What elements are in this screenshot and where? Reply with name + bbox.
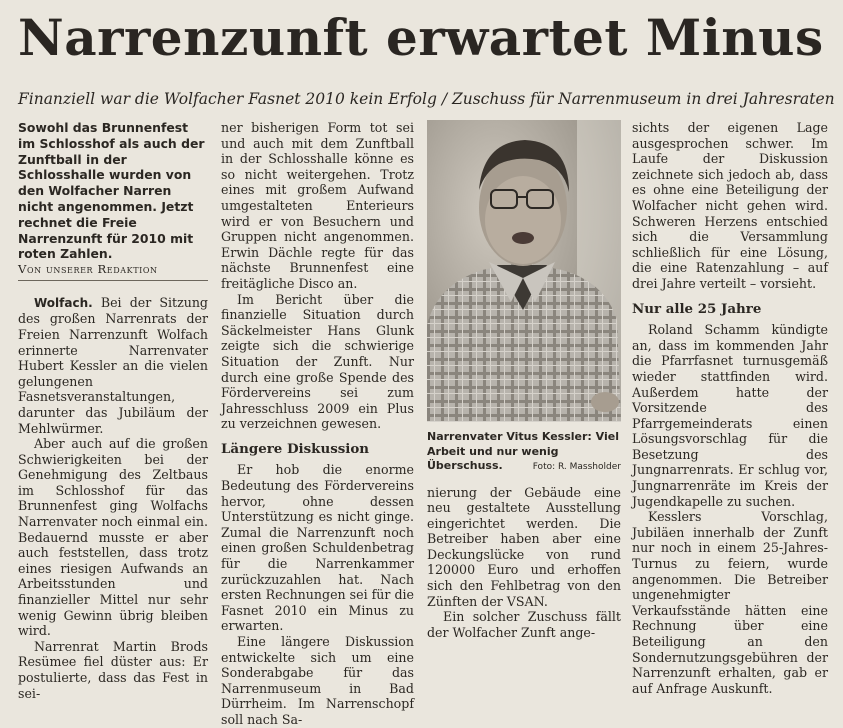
photo-caption [427, 430, 621, 475]
headline: Narrenzunft erwartet Minus [18, 8, 824, 67]
body-paragraph: sichts der eigenen Lage ausgesprochen schwer. Im Laufe der Diskussion zeichnete sich jedoch ab, dass es ohne eine Beteiligung der Wolfacher nicht gehen wird. Schweren Herzens entschied sich die Versammlung schließlich für eine Lösung, die eine Ratenzahlung – auf drei Jahre verteilt – vorsieht. [632, 120, 828, 291]
body-paragraph: Kesslers Vorschlag, Jubiläen innerhalb der Zunft nur noch in einem 25-Jahres-Turnus zu feiern, wurde angenommen. Die Betreiber ungenehmigter Verkaufsstände hätten eine Rechnung über eine Beteiligung an den Sondernutzungsgebühren der Narrenzunft erhalten, gab er auf Anfrage Auskunft. [632, 509, 828, 696]
article-column-4 [632, 120, 828, 696]
article-column-2 [221, 120, 414, 728]
article-column-1 [18, 120, 208, 701]
body-paragraph: nierung der Gebäude eine neu gestaltete Ausstellung eingerichtet werden. Die Betreiber haben aber eine Deckungslücke von rund 120000 Euro und erhoffen sich den Fehlbetrag von den Zünften der VSAN. [427, 484, 621, 609]
section-heading: Längere Diskussion [221, 440, 370, 457]
body-paragraph: Er hob die enorme Bedeutung des Fördervereins hervor, ohne dessen Unterstützung es nicht ginge. Zumal die Narrenzunft noch einen großen Schuldenbetrag für die Narrenkammer zurückzuzahlen hat. Nach ersten Rechnungen sei für die Fasnet 2010 ein Minus zu erwarten. [221, 462, 414, 634]
body-paragraph: Aber auch auf die großen Schwierigkeiten bei der Genehmigung des Zeltbaus im Schlosshof für das Brunnenfest ging Wolfachs Narrenvater noch einmal ein. Bedauernd musste er aber auch feststellen, dass trotz eines riesigen Aufwands an Arbeitsstunden und finanzieller Mittel nur sehr wenig Gewinn übrig bleiben wird. [18, 436, 208, 639]
portrait-illustration [427, 120, 621, 422]
portrait-photo [427, 120, 621, 422]
byline: Von unserer Redaktion [18, 262, 208, 281]
body-text: Bei der Sitzung des großen Narrenrats der Freien Narrenzunft Wolfach erinnerte Narrenvater Hubert Kessler an die vielen gelungenen Fasnetsveranstaltungen, darunter das Jubiläum der Mehlwürmer. [18, 294, 208, 436]
body-paragraph: Roland Schamm kündigte an, dass im kommenden Jahr die Pfarrfasnet turnusgemäß wieder stattfinden wird. Außerdem hatte der Vorsitzende des Pfarrgemeinderats einen Lösungsvorschlag für die Besetzung des Jungnarrenrats. Er schlug vor, Jungnarrenräte im Kreis der Jugendkapelle zu suchen. [632, 322, 828, 509]
column-3-text [427, 485, 621, 641]
body-paragraph: Eine längere Diskussion entwickelte sich um eine Sonderabgabe für das Narrenmuseum in Bad Dürrheim. Im Narrenschopf soll nach Sa- [221, 634, 414, 727]
body-paragraph: Im Bericht über die finanzielle Situation durch Säckelmeister Hans Glunk zeigte sich die schwierige Situation der Zunft. Nur durch eine große Spende des Fördervereins sei zum Jahresschluss 2009 ein Plus zu verzeichnen gewesen. [221, 291, 414, 432]
section-heading: Nur alle 25 Jahre [632, 300, 762, 317]
body-paragraph: Narrenrat Martin Brods Resümee fiel düster aus: Er postulierte, dass das Fest in sei- [18, 638, 208, 701]
lead-paragraph: Sowohl das Brunnenfest im Schlosshof als auch der Zunftball in der Schlosshalle wurden von den Wolfacher Narren nicht angenommen. Jetzt rechnet die Freie Narrenzunft für 2010 mit roten Zahlen. [18, 120, 205, 262]
photo-credit: Foto: R. Massholder [532, 462, 621, 472]
body-paragraph: ner bisherigen Form tot sei und auch mit dem Zunftball in der Schlosshalle könne es so nicht weitergehen. Trotz eines mit großem Aufwand umgestalteten Enterieurs wird er von Besuchern und Gruppen nicht angenommen. Erwin Dächle regte für das nächste Brunnenfest eine freitägliche Disco an. [221, 120, 414, 291]
subheadline: Finanziell war die Wolfacher Fasnet 2010 kein Erfolg / Zuschuss für Narrenmuseum in drei Jahresraten [18, 90, 835, 108]
caption-text: Narrenvater Vitus Kessler: Viel Arbeit und nur wenig Überschuss. [427, 430, 619, 472]
body-paragraph: Ein solcher Zuschuss fällt der Wolfacher Zunft ange- [427, 609, 621, 640]
body-paragraph [18, 295, 208, 436]
dateline: Wolfach. [34, 295, 93, 310]
article-column-3 [427, 120, 621, 640]
